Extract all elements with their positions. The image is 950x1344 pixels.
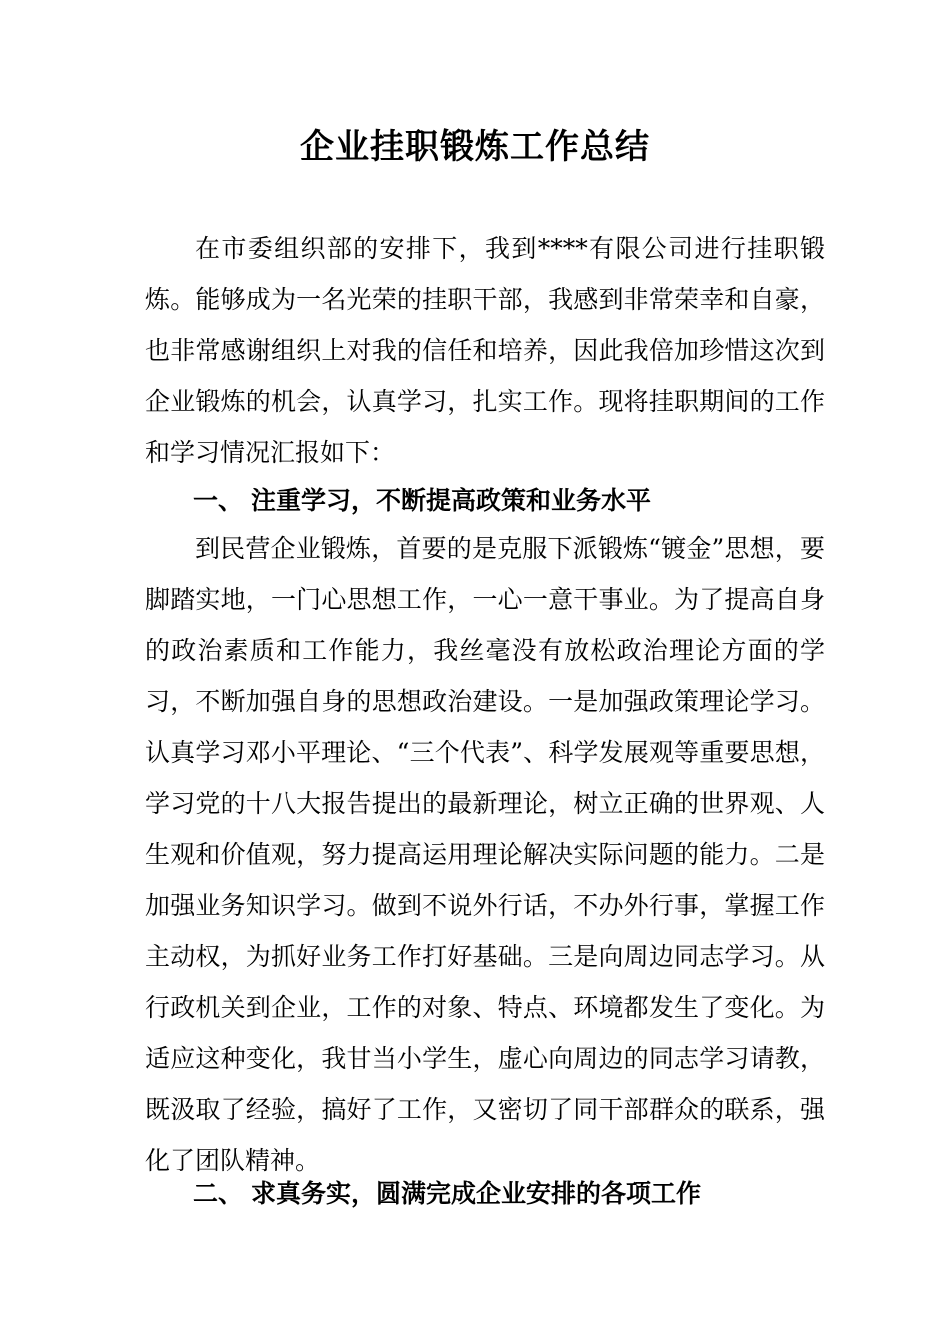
section-1-paragraph: 到民营企业锻炼，首要的是克服下派锻炼“镀金”思想，要脚踏实地，一门心思想工作，一心一意干事业。为了提高自身的政治素质和工作能力，我丝毫没有放松政治理论方面的学习，不断加强自身的思想政治建设。一是加强政策理论学习。认真学习邓小平理论、“三个代表”、科学发展观等重要思想，学习党的十八大报告提出的最新理论，树立正确的世界观、人生观和价值观，努力提高运用理论解决实际问题的能力。二是加强业务知识学习。做到不说外行话，不办外行事，掌握工作主动权，为抓好业务工作打好基础。三是向周边同志学习。从行政机关到企业，工作的对象、特点、环境都发生了变化。为适应这种变化，我甘当小学生，虚心向周边的同志学习请教，既汲取了经验，搞好了工作，又密切了同干部群众的联系，强化了团队精神。 [145, 534, 825, 1175]
section-heading-text-2: 求真务实，圆满完成企业安排的各项工作 [251, 1179, 702, 1208]
section-number-2: 二、 [193, 1179, 244, 1208]
section-heading-text-1: 注重学习，不断提高政策和业务水平 [251, 486, 652, 515]
section-heading-2 [193, 1168, 833, 1219]
section-number-1: 一、 [193, 486, 244, 515]
section-heading-1 [193, 475, 833, 526]
intro-paragraph: 在市委组织部的安排下，我到****有限公司进行挂职锻炼。能够成为一名光荣的挂职干部，我感到非常荣幸和自豪，也非常感谢组织上对我的信任和培养，因此我倍加珍惜这次到企业锻炼的机会，认真学习，扎实工作。现将挂职期间的工作和学习情况汇报如下： [145, 234, 825, 467]
document-title: 企业挂职锻炼工作总结 [300, 127, 650, 167]
